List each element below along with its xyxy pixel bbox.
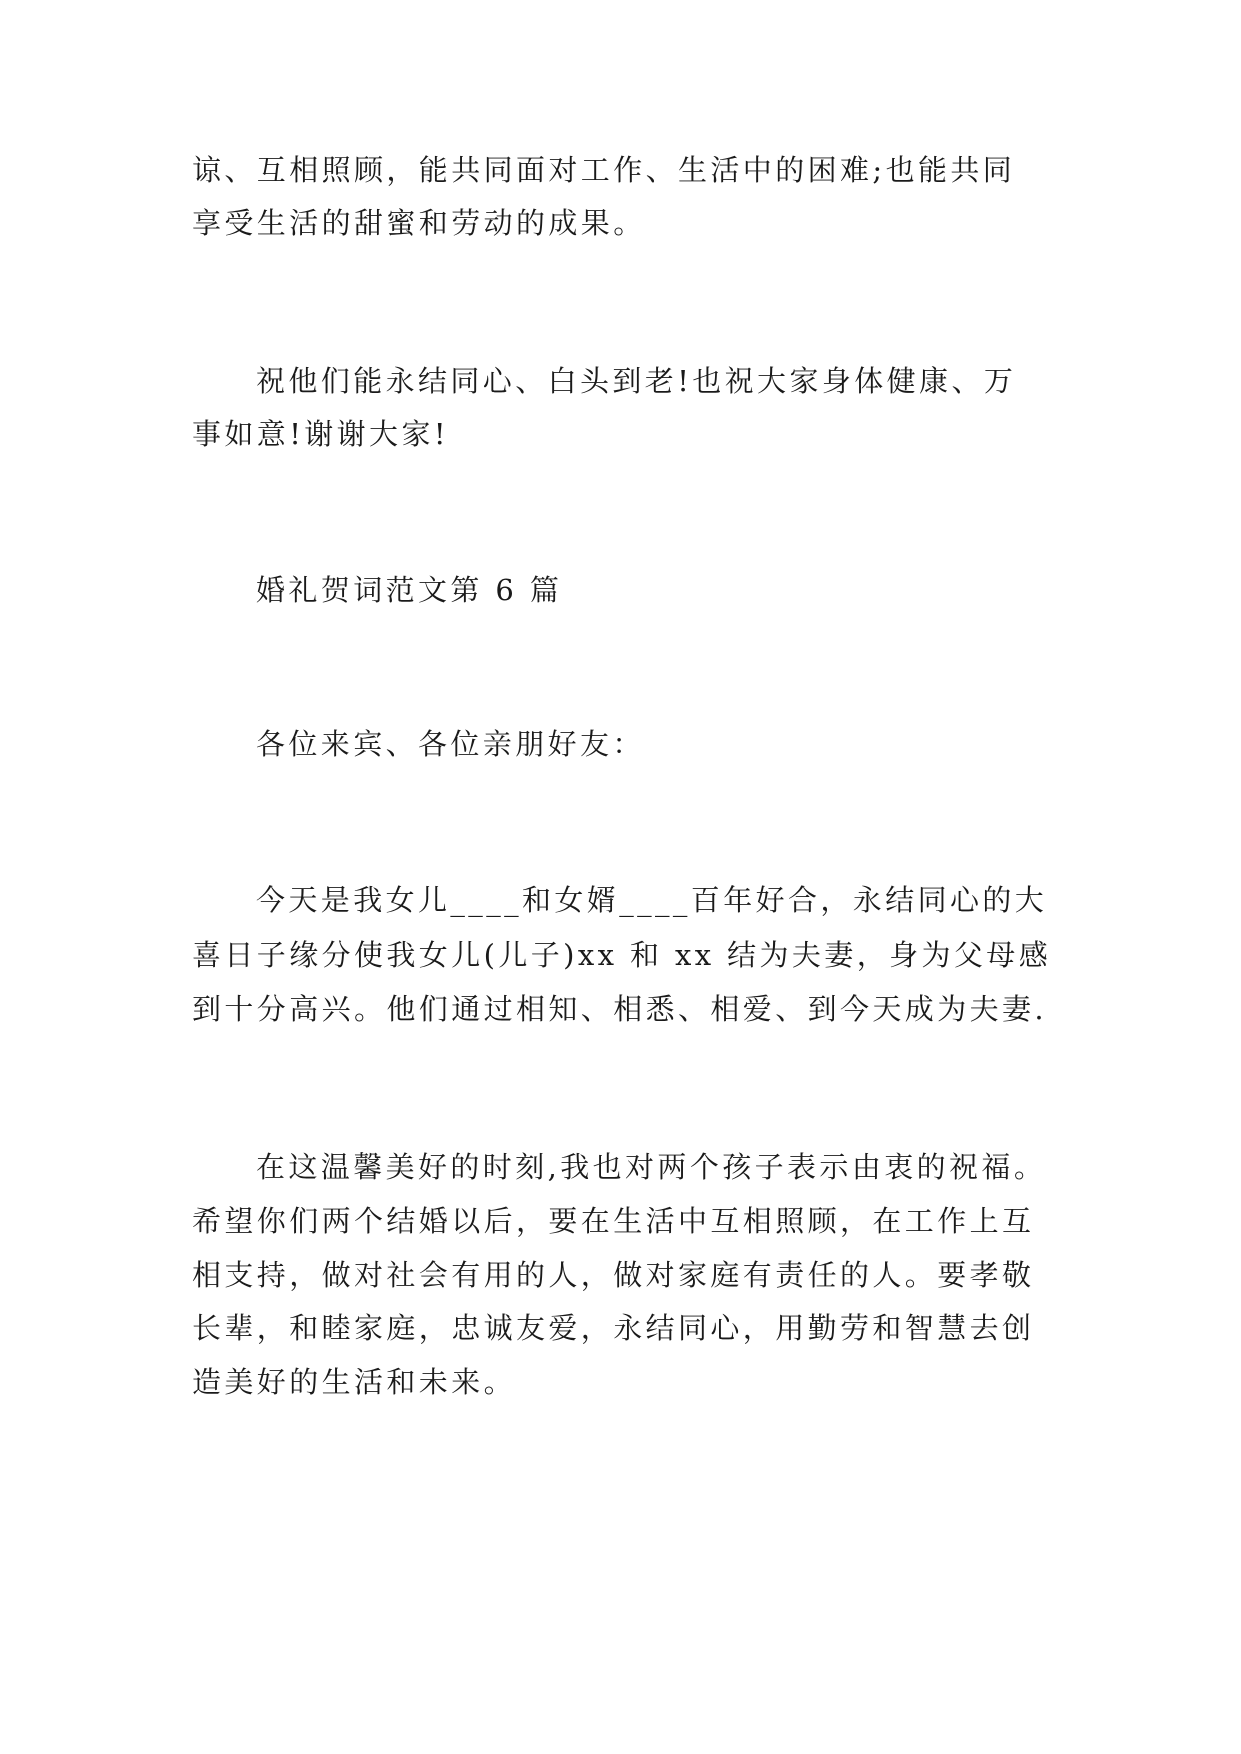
paragraph-line: 喜日子缘分使我女儿(儿子)xx 和 xx 结为夫妻，身为父母感 — [192, 938, 1052, 972]
paragraph-line: 希望你们两个结婚以后，要在生活中互相照顾，在工作上互 — [192, 1204, 1035, 1238]
paragraph-line: 在这温馨美好的时刻,我也对两个孩子表示由衷的祝福。 — [256, 1150, 1047, 1184]
paragraph-line: 祝他们能永结同心、白头到老!也祝大家身体健康、万 — [256, 364, 1017, 398]
paragraph-line: 相支持，做对社会有用的人，做对家庭有责任的人。要孝敬 — [192, 1258, 1035, 1292]
paragraph-line: 长辈，和睦家庭，忠诚友爱，永结同心，用勤劳和智慧去创 — [192, 1311, 1035, 1345]
section-heading: 婚礼贺词范文第 6 篇 — [256, 573, 563, 607]
salutation: 各位来宾、各位亲朋好友： — [256, 727, 645, 761]
paragraph-line: 今天是我女儿____和女婿____百年好合，永结同心的大 — [256, 883, 1048, 917]
paragraph-line: 享受生活的甜蜜和劳动的成果。 — [192, 206, 646, 240]
paragraph-line: 谅、互相照顾，能共同面对工作、生活中的困难;也能共同 — [192, 153, 1016, 187]
paragraph-line: 到十分高兴。他们通过相知、相悉、相爱、到今天成为夫妻. — [192, 992, 1048, 1026]
paragraph-line: 造美好的生活和未来。 — [192, 1365, 517, 1399]
paragraph-line: 事如意!谢谢大家! — [192, 417, 449, 451]
